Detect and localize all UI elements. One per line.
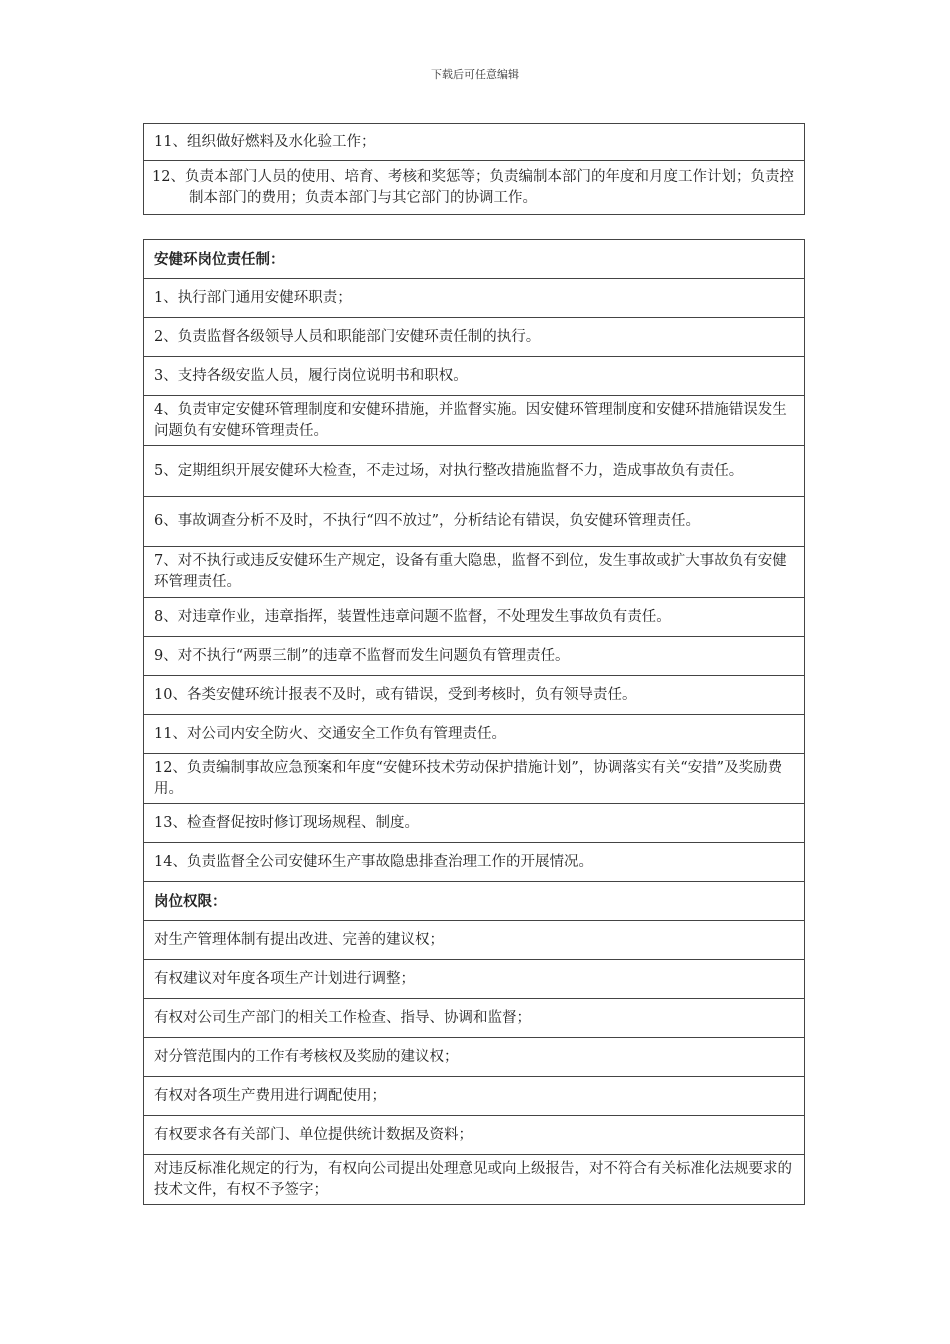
- authority-item-7: 对违反标准化规定的行为，有权向公司提出处理意见或向上级报告，对不符合有关标准化法规要求的技术文件，有权不予签字；: [144, 1155, 805, 1205]
- hse-item-3: 3、支持各级安监人员，履行岗位说明书和职权。: [144, 357, 805, 396]
- hse-item-2: 2、负责监督各级领导人员和职能部门安健环责任制的执行。: [144, 318, 805, 357]
- hse-item-9: 9、对不执行“两票三制”的违章不监督而发生问题负有管理责任。: [144, 637, 805, 676]
- authority-item-4: 对分管范围内的工作有考核权及奖励的建议权；: [144, 1038, 805, 1077]
- hse-item-5: 5、定期组织开展安健环大检查，不走过场，对执行整改措施监督不力，造成事故负有责任。: [144, 446, 805, 497]
- duty-item-11: 11、组织做好燃料及水化验工作；: [144, 124, 805, 161]
- authority-item-1: 对生产管理体制有提出改进、完善的建议权；: [144, 921, 805, 960]
- authority-item-2: 有权建议对年度各项生产计划进行调整；: [144, 960, 805, 999]
- authority-item-6: 有权要求各有关部门、单位提供统计数据及资料；: [144, 1116, 805, 1155]
- section-heading-authority: 岗位权限：: [144, 882, 805, 921]
- duties-table-continued: [143, 123, 805, 215]
- hse-item-13: 13、检查督促按时修订现场规程、制度。: [144, 804, 805, 843]
- hse-item-12: 12、负责编制事故应急预案和年度“安健环技术劳动保护措施计划”，协调落实有关“安措”及奖励费用。: [144, 754, 805, 804]
- responsibility-table: [143, 239, 805, 1205]
- authority-item-3: 有权对公司生产部门的相关工作检查、指导、协调和监督；: [144, 999, 805, 1038]
- authority-item-5: 有权对各项生产费用进行调配使用；: [144, 1077, 805, 1116]
- hse-item-11: 11、对公司内安全防火、交通安全工作负有管理责任。: [144, 715, 805, 754]
- hse-item-7: 7、对不执行或违反安健环生产规定，设备有重大隐患，监督不到位，发生事故或扩大事故负有安健环管理责任。: [144, 547, 805, 598]
- page-header: 下载后可任意编辑: [431, 68, 519, 81]
- hse-item-14: 14、负责监督全公司安健环生产事故隐患排查治理工作的开展情况。: [144, 843, 805, 882]
- hse-item-10: 10、各类安健环统计报表不及时，或有错误，受到考核时，负有领导责任。: [144, 676, 805, 715]
- section-heading-hse: 安健环岗位责任制：: [144, 240, 805, 279]
- hse-item-1: 1、执行部门通用安健环职责；: [144, 279, 805, 318]
- duty-item-12: 12、负责本部门人员的使用、培育、考核和奖惩等；负责编制本部门的年度和月度工作计划；负责控制本部门的费用；负责本部门与其它部门的协调工作。: [144, 161, 805, 215]
- hse-item-4: 4、负责审定安健环管理制度和安健环措施，并监督实施。因安健环管理制度和安健环措施错误发生问题负有安健环管理责任。: [144, 396, 805, 446]
- hse-item-6: 6、事故调查分析不及时，不执行“四不放过”，分析结论有错误，负安健环管理责任。: [144, 497, 805, 547]
- hse-item-8: 8、对违章作业，违章指挥，装置性违章问题不监督，不处理发生事故负有责任。: [144, 598, 805, 637]
